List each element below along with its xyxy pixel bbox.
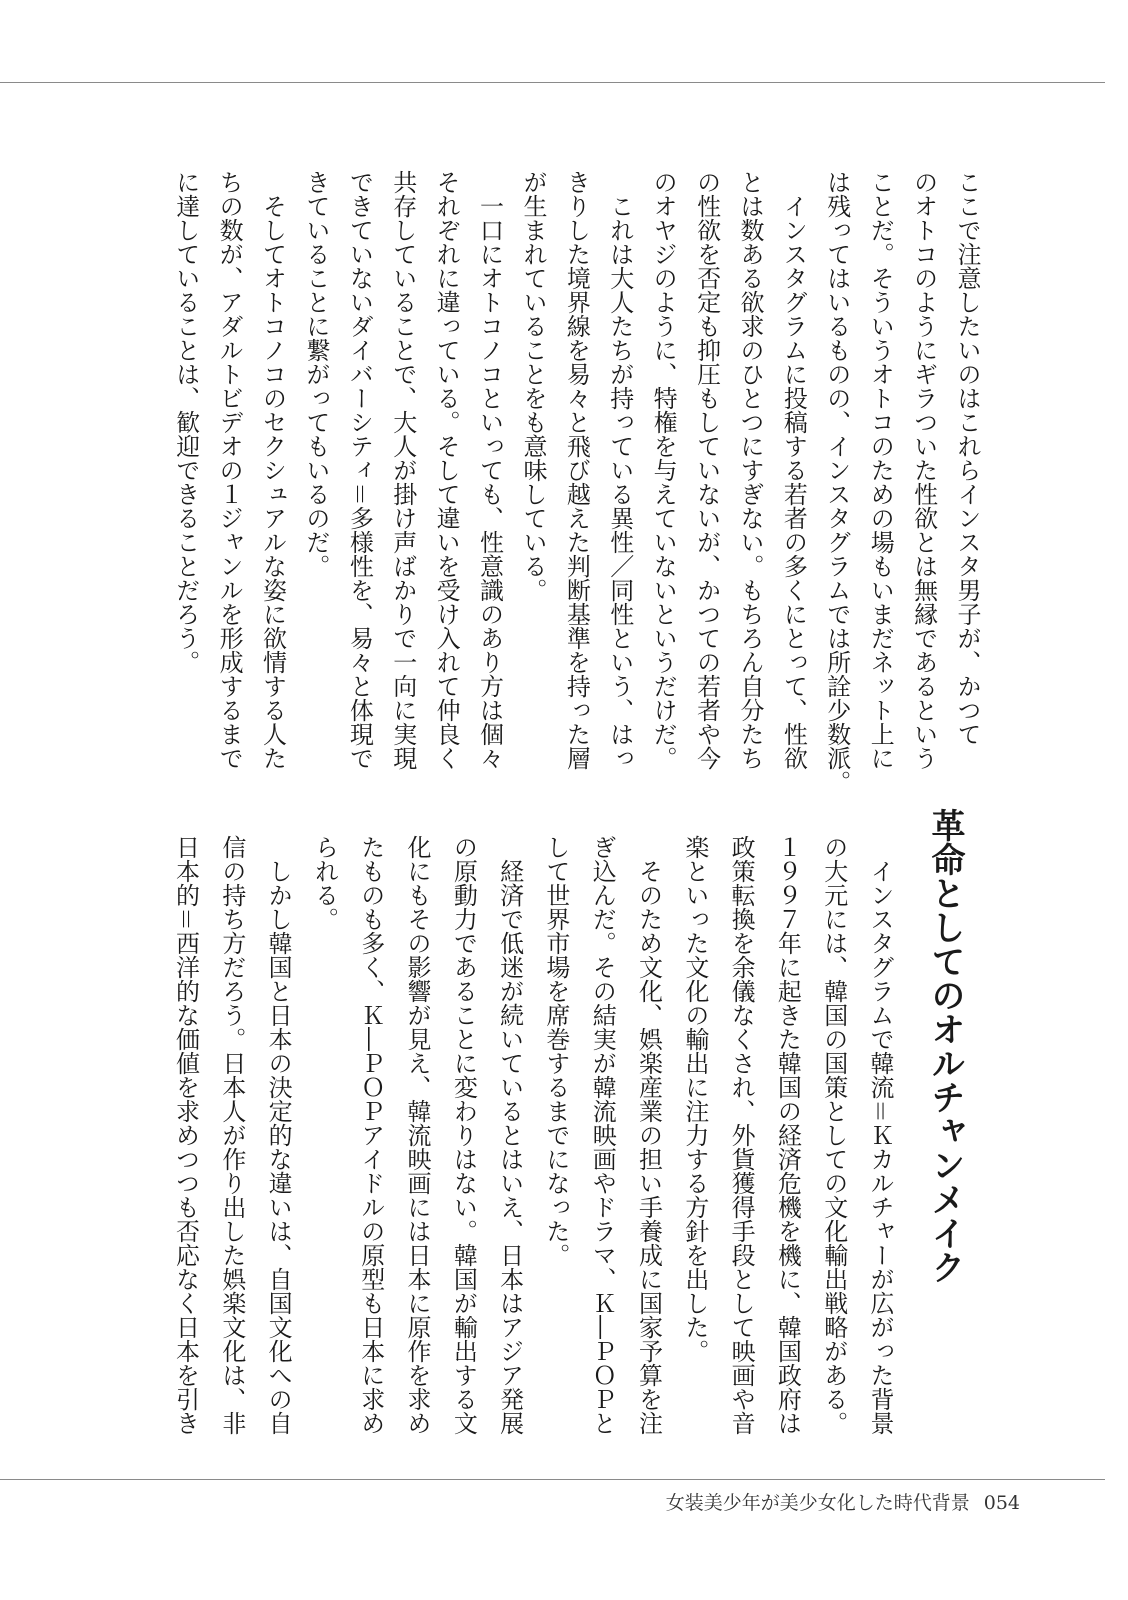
text-column: インスタグラムで韓流＝Ｋカルチャーが広がった背景	[866, 835, 894, 1435]
text-column: ここで注意したいのはこれらインスタ男子が、かつて	[953, 170, 981, 746]
text-column: 化にもその影響が見え、韓流映画には日本に原作を求め	[403, 835, 432, 1435]
body-text-bottom	[162, 835, 903, 1435]
page-number: 054	[983, 1492, 1020, 1514]
text-column: の大元には、韓国の国策としての文化輸出戦略がある。	[819, 835, 848, 1435]
text-column: そしてオトコノコのセクシュアルな姿に欲情する人た	[258, 170, 287, 770]
top-rule	[0, 82, 1105, 83]
text-column: インスタグラムに投稿する若者の多くにとって、性欲	[779, 170, 808, 770]
text-column: 信の持ち方だろう。日本人が作り出した娯楽文化は、非	[217, 835, 246, 1435]
text-column: に達していることは、歓迎できることだろう。	[171, 170, 200, 674]
text-column: きていることに繋がってもいるのだ。	[301, 170, 330, 578]
text-column: 共存していることで、大人が掛け声ばかりで一向に実現	[388, 170, 417, 770]
text-column: られる。	[310, 835, 339, 931]
text-column: のオトコのようにギラついた性欲とは無縁であるという	[909, 170, 938, 770]
running-title: 女装美少年が美少女化した時代背景	[665, 1492, 970, 1514]
text-column: 一口にオトコノコといっても、性意識のあり方は個々	[475, 170, 504, 770]
page-footer	[652, 1488, 1020, 1515]
text-column: は残ってはいるものの、インスタグラムでは所詮少数派。	[822, 170, 851, 794]
text-column: とは数ある欲求のひとつにすぎない。もちろん自分たち	[735, 170, 764, 770]
text-column: これは大人たちが持っている異性／同性という、はっ	[605, 170, 634, 770]
text-column: ことだ。そういうオトコのための場もいまだネット上に	[866, 170, 895, 770]
text-column: 政策転換を余儀なくされ、外貨獲得手段として映画や音	[727, 835, 756, 1435]
text-column: して世界市場を席巻するまでになった。	[541, 835, 570, 1267]
body-text-top	[163, 170, 988, 794]
text-column: それぞれに違っている。そして違いを受け入れて仲良く	[432, 170, 461, 770]
text-column: のオヤジのように、特権を与えていないというだけだ。	[649, 170, 678, 770]
text-column: そのため文化、娯楽産業の担い手養成に国家予算を注	[634, 835, 663, 1435]
section-heading: 革命としてのオルチャンメイク	[925, 808, 965, 1284]
text-column: の性欲を否定も抑圧もしていないが、かつての若者や今	[692, 170, 721, 770]
text-column: 楽といった文化の輸出に注力する方針を出した。	[680, 835, 709, 1363]
text-column: １９９７年に起きた韓国の経済危機を機に、韓国政府は	[773, 835, 802, 1435]
text-column: 日本的＝西洋的な価値を求めつつも否応なく日本を引き	[171, 835, 200, 1435]
text-column: ちの数が、アダルトビデオの１ジャンルを形成するまで	[215, 170, 244, 770]
text-column: たものも多く、Ｋ―ＰＯＰアイドルの原型も日本に求め	[356, 835, 385, 1435]
text-column: の原動力であることに変わりはない。韓国が輸出する文	[449, 835, 478, 1435]
text-column: きりした境界線を易々と飛び越えた判断基準を持った層	[562, 170, 591, 770]
text-column: 経済で低迷が続いているとはいえ、日本はアジア発展	[495, 835, 524, 1435]
text-column: しかし韓国と日本の決定的な違いは、自国文化への自	[264, 835, 293, 1435]
text-column: ぎ込んだ。その結実が韓流映画やドラマ、Ｋ―ＰＯＰと	[588, 835, 617, 1435]
text-column: できていないダイバーシティ＝多様性を、易々と体現で	[345, 170, 374, 770]
bottom-rule	[0, 1479, 1105, 1480]
text-column: が生まれていることをも意味している。	[518, 170, 547, 602]
